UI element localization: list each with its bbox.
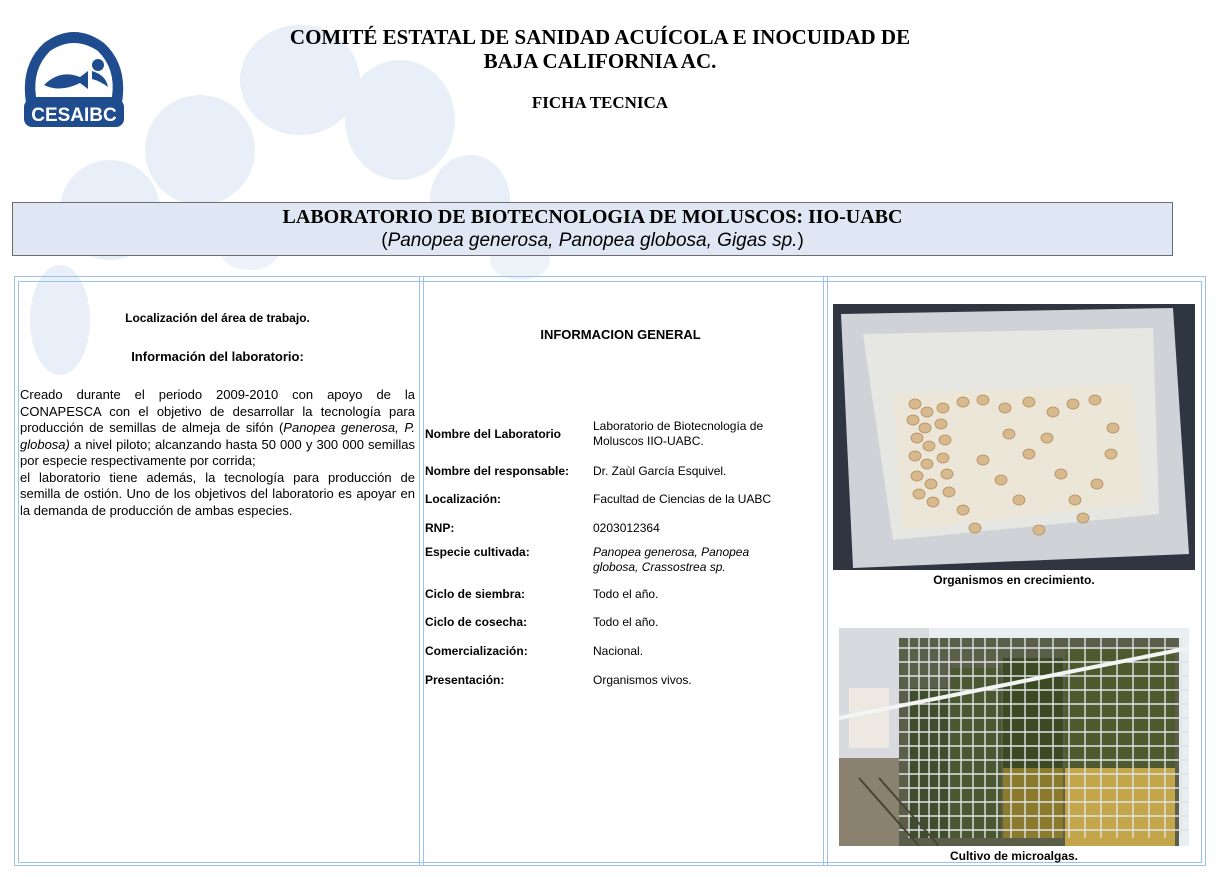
location-heading: Localización del área de trabajo.: [125, 311, 310, 325]
row-label: Ciclo de cosecha:: [425, 615, 528, 629]
lab-title: LABORATORIO DE BIOTECNOLOGIA DE MOLUSCOS: IIO-UABC: [282, 206, 903, 228]
row-value: Laboratorio de Biotecnología de Moluscos IIO-UABC.: [593, 419, 764, 448]
photo-organisms-growing: [833, 304, 1195, 570]
lab-info-heading: Información del laboratorio:: [131, 348, 304, 364]
cesaibc-logo: [14, 25, 134, 133]
row-value: Facultad de Ciencias de la UABC: [593, 492, 772, 506]
row-value: Todo el año.: [593, 615, 659, 629]
photo-microalgae-culture: [839, 628, 1189, 846]
row-value: 0203012364: [593, 521, 660, 535]
general-info-heading: INFORMACION GENERAL: [540, 327, 701, 342]
column-lab-info: [20, 310, 415, 519]
column-divider: [419, 276, 420, 866]
row-label: Especie cultivada:: [425, 545, 530, 559]
row-label: RNP:: [425, 521, 455, 535]
lab-title-banner: [12, 202, 1173, 256]
org-name: [150, 25, 1050, 73]
row-value: Todo el año.: [593, 587, 659, 601]
org-name-line1: COMITÉ ESTATAL DE SANIDAD ACUÍCOLA E INOCUIDAD DE: [289, 25, 911, 49]
row-value: Organismos vivos.: [593, 673, 692, 687]
row-label: Nombre del Laboratorio: [425, 427, 562, 441]
column-divider: [827, 276, 828, 866]
row-label: Presentación:: [425, 673, 505, 687]
logo-text: CESAIBC: [31, 105, 117, 126]
row-value: Nacional.: [593, 644, 644, 658]
lab-species: (Panopea generosa, Panopea globosa, Gigas sp.): [381, 230, 804, 251]
row-value: Dr. Zaùl García Esquivel.: [593, 464, 727, 478]
row-label: Comercialización:: [425, 644, 528, 658]
row-value: Panopea generosa, Panopea globosa, Crassostrea sp.: [593, 545, 750, 574]
row-label: Nombre del responsable:: [425, 464, 570, 478]
column-divider: [823, 276, 824, 866]
photo2-caption: Cultivo de microalgas.: [949, 849, 1079, 863]
lab-description: Creado durante el periodo 2009-2010 con apoyo de la CONAPESCA con el objetivo de desarrollar la tecnología para producción de semillas de almeja de sifón (Panopea generosa, P. globosa) a nivel piloto; alcanzando hasta 50 000 y 300 000 semillas por especie respectivamente por corrida; el laboratorio tiene además, la tecnología para producción de semilla de ostión. Uno de los objetivos del laboratorio es apoyar en la demanda de producción de ambas especies.: [20, 387, 415, 518]
column-divider: [423, 276, 424, 866]
photo1-caption: Organismos en crecimiento.: [933, 573, 1095, 587]
doc-type: FICHA TECNICA: [531, 93, 669, 112]
row-label: Ciclo de siembra:: [425, 587, 526, 601]
org-name-line2: BAJA CALIFORNIA AC.: [483, 49, 717, 73]
row-label: Localización:: [425, 492, 502, 506]
